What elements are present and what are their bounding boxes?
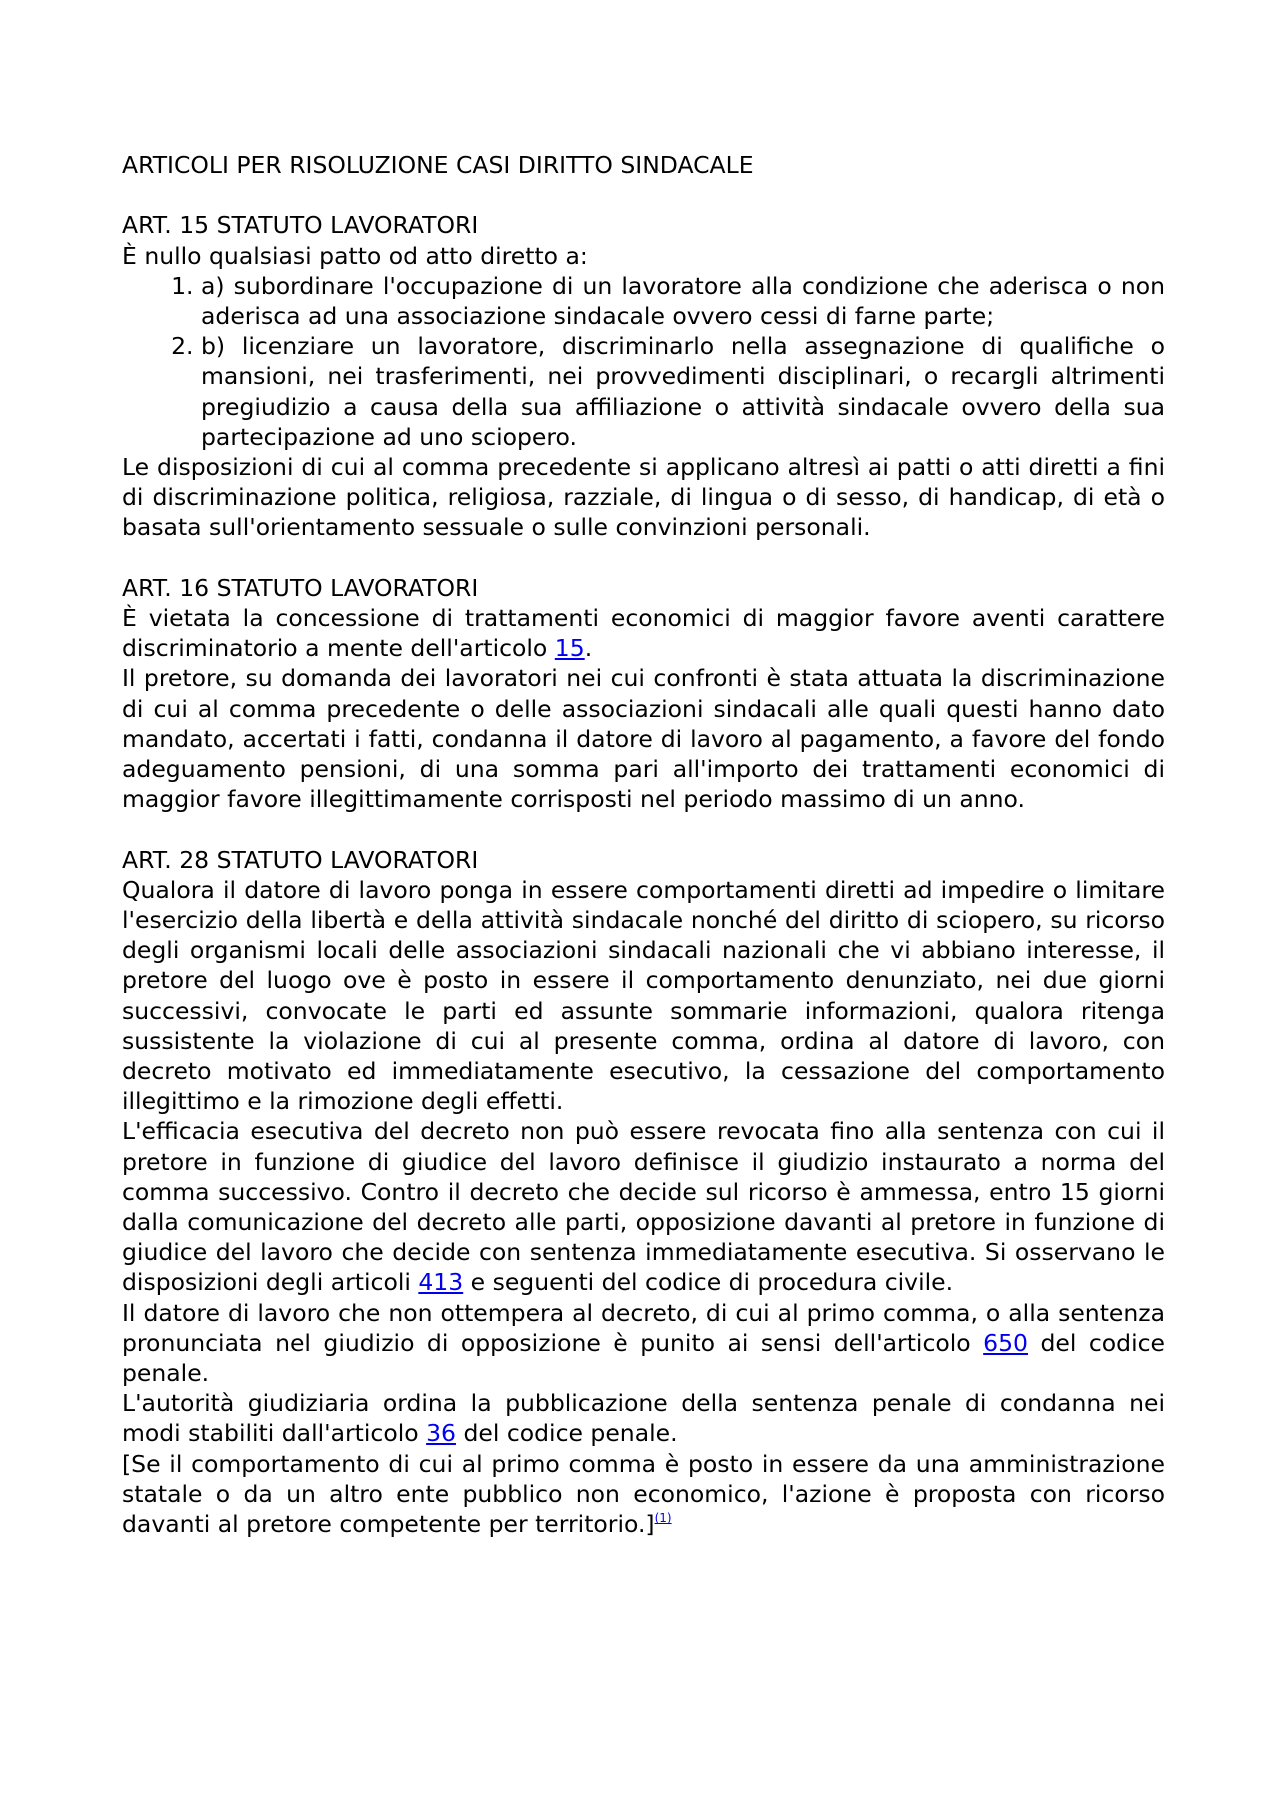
paragraph-text: del codice penale. <box>122 1328 1165 1388</box>
article-15-heading: ART. 15 STATUTO LAVORATORI <box>122 211 479 240</box>
document-page <box>122 150 1165 1539</box>
paragraph-text: del codice penale. <box>455 1419 678 1448</box>
article-16-heading: ART. 16 STATUTO LAVORATORI <box>122 573 479 602</box>
article-413-link[interactable]: 413 <box>418 1268 464 1297</box>
document-title: ARTICOLI PER RISOLUZIONE CASI DIRITTO SINDACALE <box>122 151 754 179</box>
article-650-link[interactable]: 650 <box>983 1328 1029 1357</box>
footnote-link[interactable]: (1) <box>654 1511 672 1526</box>
article-28-paragraph-2 <box>122 1116 1165 1297</box>
article-15-link[interactable]: 15 <box>554 634 585 663</box>
article-28-paragraph-1: Qualora il datore di lavoro ponga in essere comportamenti diretti ad impedire o limitare l'esercizio della libertà e della attività sindacale nonché del diritto di sciopero, su ricorso degli organismi locali delle associazioni sindacali nazionali che vi abbiano interesse, il pretore del luogo ove è posto in essere il comportamento denunziato, nei due giorni successivi, convocate le parti ed assunte sommarie informazioni, qualora ritenga sussistente la violazione di cui al presente comma, ordina al datore di lavoro, con decreto motivato ed immediatamente esecutivo, la cessazione del comportamento illegittimo e la rimozione degli effetti. <box>122 875 1165 1116</box>
article-16-paragraph-1 <box>122 603 1165 663</box>
article-15-list <box>122 271 1165 452</box>
article-36-link[interactable]: 36 <box>426 1419 456 1448</box>
paragraph-text: . <box>584 634 593 663</box>
paragraph-text: e seguenti del codice di procedura civile. <box>463 1268 954 1297</box>
paragraph-text: [Se il comportamento di cui al primo comma è posto in essere da una amministrazione statale o da un altro ente pubblico non economico, l'azione è proposta con ricorso davanti al pretore competente per territorio.] <box>122 1449 1165 1539</box>
article-28-section <box>122 845 1165 1540</box>
paragraph-text: Il datore di lavoro che non ottempera al decreto, di cui al primo comma, o alla sentenza pronunciata nel giudizio di opposizione è punito ai sensi dell'articolo <box>122 1298 1165 1357</box>
paragraph-text: L'autorità giudiziaria ordina la pubblicazione della sentenza penale di condanna nei modi stabiliti dall'articolo <box>122 1389 1165 1448</box>
article-28-paragraph-5 <box>122 1449 1165 1540</box>
article-28-paragraph-3 <box>122 1298 1165 1389</box>
list-item: 1. a) subordinare l'occupazione di un lavoratore alla condizione che aderisca o non aderisca ad una associazione sindacale ovvero cessi di farne parte; <box>201 271 1165 331</box>
article-16-section <box>122 573 1165 815</box>
article-15-intro: È nullo qualsiasi patto od atto diretto a: <box>122 241 588 270</box>
article-16-paragraph-2: Il pretore, su domanda dei lavoratori nei cui confronti è stata attuata la discriminazione di cui al comma precedente o delle associazioni sindacali alle quali questi hanno dato mandato, accertati i fatti, condanna il datore di lavoro al pagamento, a favore del fondo adeguamento pensioni, di una somma pari all'importo dei trattamenti economici di maggior favore illegittimamente corrisposti nel periodo massimo di un anno. <box>122 664 1165 814</box>
list-item: 2. b) licenziare un lavoratore, discriminarlo nella assegnazione di qualifiche o mansioni, nei trasferimenti, nei provvedimenti disciplinari, o recargli altrimenti pregiudizio a causa della sua affiliazione o attività sindacale ovvero della sua partecipazione ad uno sciopero. <box>201 331 1165 452</box>
article-28-heading: ART. 28 STATUTO LAVORATORI <box>122 845 479 874</box>
paragraph-text: È vietata la concessione di trattamenti economici di maggior favore aventi carattere discriminatorio a mente dell'articolo <box>122 604 1165 663</box>
article-15-paragraph: Le disposizioni di cui al comma precedente si applicano altresì ai patti o atti diretti a fini di discriminazione politica, religiosa, razziale, di lingua o di sesso, di handicap, di età o basata sull'orientamento sessuale o sulle convinzioni personali. <box>122 453 1165 542</box>
article-28-paragraph-4 <box>122 1388 1165 1448</box>
paragraph-text: L'efficacia esecutiva del decreto non può essere revocata fino alla sentenza con cui il pretore in funzione di giudice del lavoro definisce il giudizio instaurato a norma del comma successivo. Contro il decreto che decide sul ricorso è ammessa, entro 15 giorni dalla comunicazione del decreto alle parti, opposizione davanti al pretore in funzione di giudice del lavoro che decide con sentenza immediatamente esecutiva. Si osservano le disposizioni degli articoli <box>122 1117 1165 1297</box>
article-15-section <box>122 210 1165 542</box>
